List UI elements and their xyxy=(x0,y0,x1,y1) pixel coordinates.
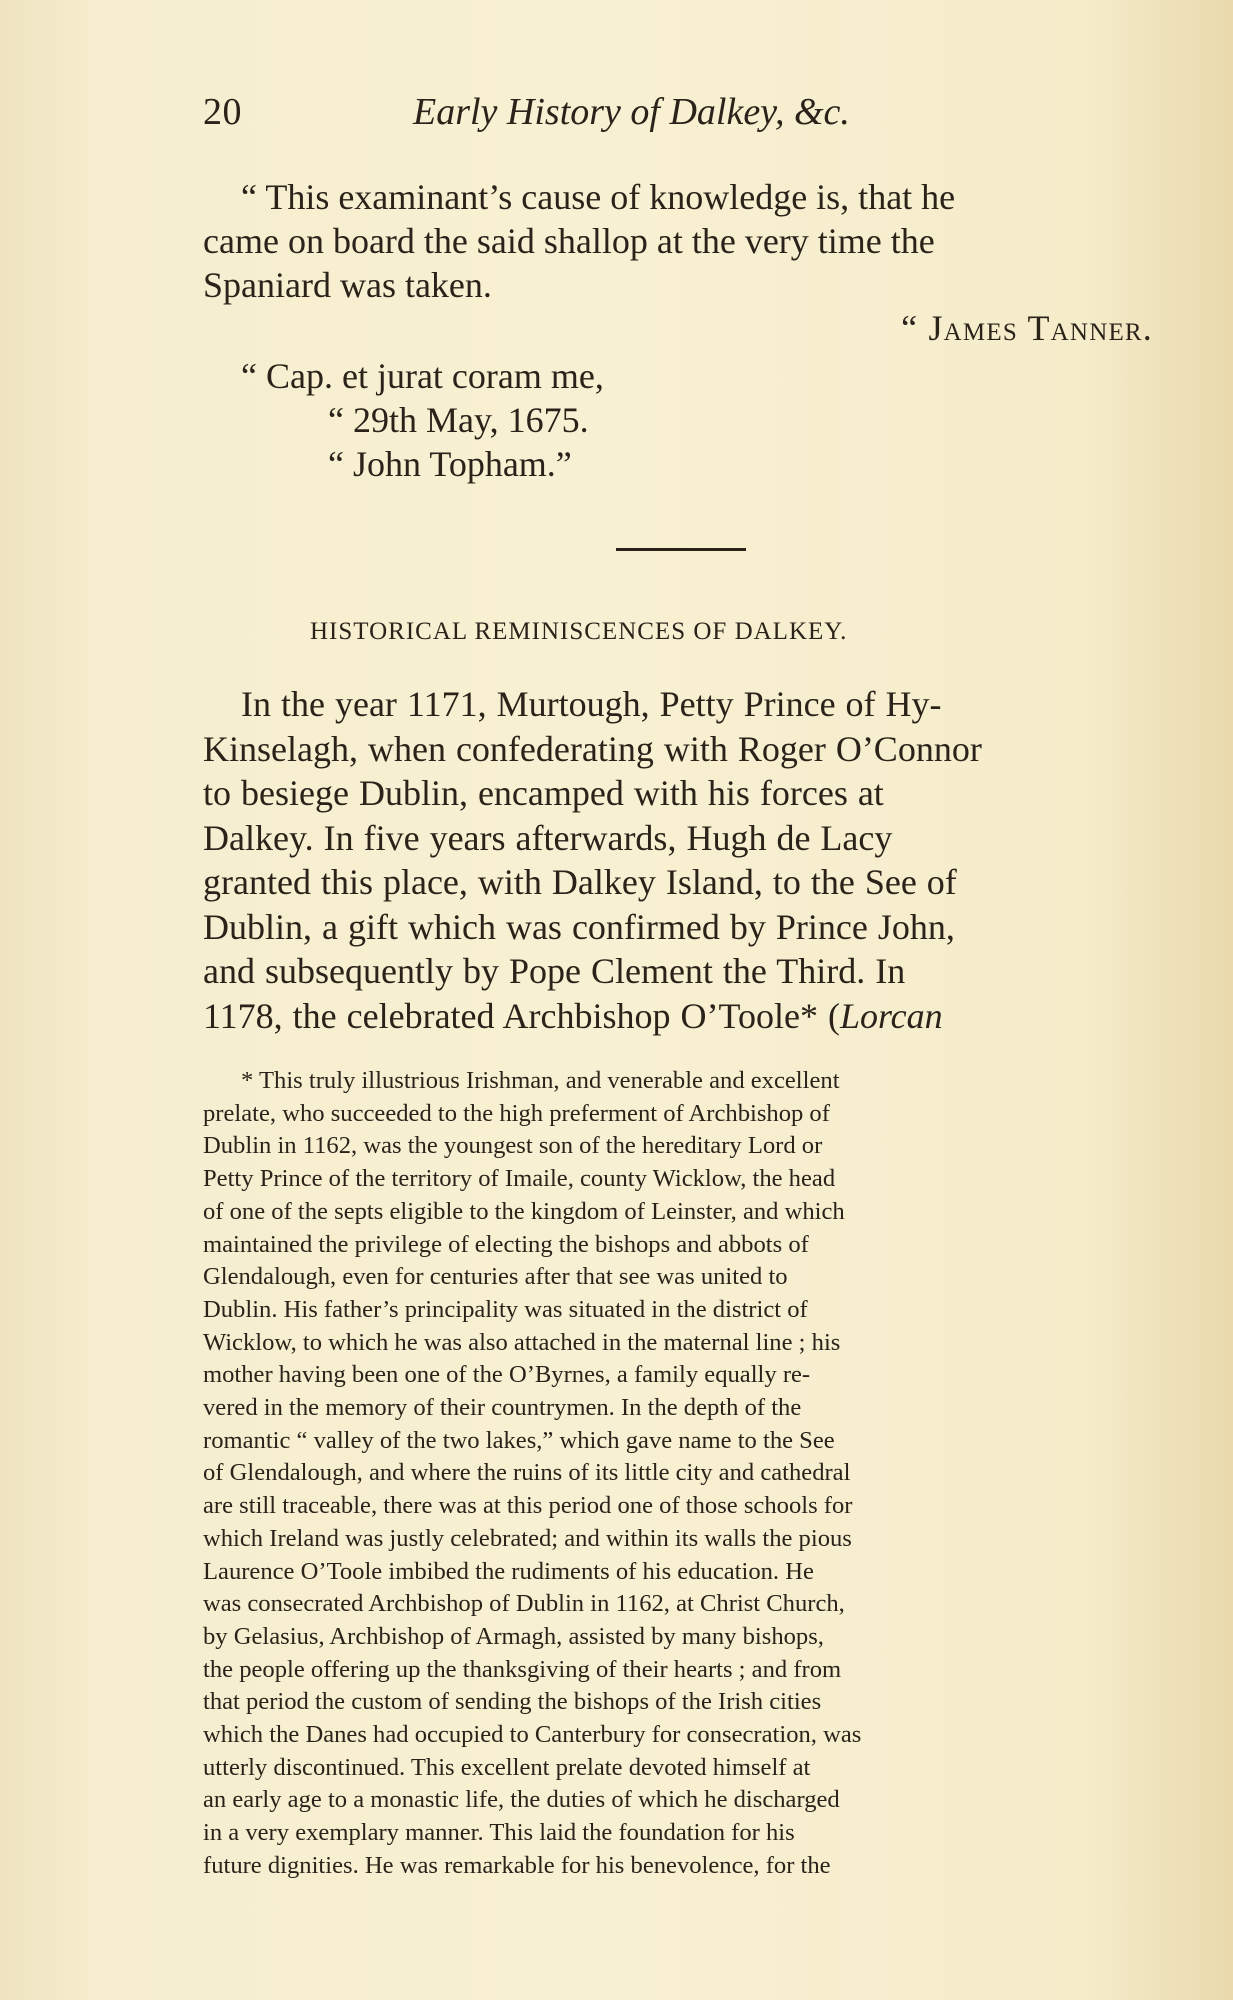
footnote-line: in a very exemplary manner. This laid the foundation for his xyxy=(203,1819,795,1847)
footnote-line: vered in the memory of their countrymen. In the depth of the xyxy=(203,1394,802,1422)
body-line-last xyxy=(203,994,1165,1039)
footnote xyxy=(203,1065,1165,1883)
page-number: 20 xyxy=(203,91,242,133)
deposition-signature: “ James Tanner. xyxy=(901,308,1153,348)
footnote-line: mother having been one of the O’Byrnes, a family equally re- xyxy=(203,1361,811,1389)
deposition-line: Spaniard was taken. xyxy=(203,265,492,305)
body-line: and subsequently by Pope Clement the Third. In xyxy=(203,951,906,991)
footnote-line: Laurence O’Toole imbibed the rudiments of his education. He xyxy=(203,1557,814,1585)
attestation-block xyxy=(203,354,1165,486)
body-paragraph xyxy=(203,682,1165,1038)
body-line: to besiege Dublin, encamped with his forces at xyxy=(203,773,884,813)
footnote-line: utterly discontinued. This excellent prelate devoted himself at xyxy=(203,1753,811,1781)
footnote-line: Petty Prince of the territory of Imaile, county Wicklow, the head xyxy=(203,1165,836,1193)
footnote-line: the people offering up the thanksgiving of their hearts ; and from xyxy=(203,1655,842,1683)
page-header xyxy=(203,90,963,140)
footnote-line: was consecrated Archbishop of Dublin in 1162, at Christ Church, xyxy=(203,1590,845,1618)
body-line: granted this place, with Dalkey Island, to the See of xyxy=(203,862,957,902)
footnote-line: of Glendalough, and where the ruins of its little city and cathedral xyxy=(203,1459,851,1487)
footnote-line: which the Danes had occupied to Canterbury for consecration, was xyxy=(203,1721,862,1749)
footnote-line: are still traceable, there was at this period one of those schools for xyxy=(203,1492,853,1520)
deposition-line: “ This examinant’s cause of knowledge is, that he xyxy=(241,177,956,217)
attestation-line: “ John Topham.” xyxy=(328,444,572,484)
section-divider xyxy=(616,548,746,551)
footnote-line: Dublin in 1162, was the youngest son of the hereditary Lord or xyxy=(203,1132,823,1160)
footnote-line: by Gelasius, Archbishop of Armagh, assisted by many bishops, xyxy=(203,1622,824,1650)
footnote-line: future dignities. He was remarkable for his benevolence, for the xyxy=(203,1851,831,1879)
body-line: Dalkey. In five years afterwards, Hugh de Lacy xyxy=(203,817,893,858)
footnote-line: of one of the septs eligible to the kingdom of Leinster, and which xyxy=(203,1197,845,1225)
footnote-line: which Ireland was justly celebrated; and within its walls the pious xyxy=(203,1524,852,1552)
footnote-line: Wicklow, to which he was also attached in the maternal line ; his xyxy=(203,1328,841,1356)
deposition-line: came on board the said shallop at the very time the xyxy=(203,221,935,261)
deposition-text xyxy=(203,175,1165,307)
body-line: Dublin, a gift which was confirmed by Prince John, xyxy=(203,906,955,947)
footnote-line: prelate, who succeeded to the high preferment of Archbishop of xyxy=(203,1099,830,1127)
body-line-text: 1178, the celebrated Archbishop O’Toole* ( xyxy=(203,995,840,1036)
footnote-line: an early age to a monastic life, the duties of which he discharged xyxy=(203,1786,840,1814)
footnote-line: romantic “ valley of the two lakes,” which gave name to the See xyxy=(203,1426,835,1454)
attestation-line: “ Cap. et jurat coram me, xyxy=(241,356,604,396)
footnote-line: maintained the privilege of electing the bishops and abbots of xyxy=(203,1230,809,1258)
body-line: In the year 1171, Murtough, Petty Prince of Hy- xyxy=(241,684,942,724)
footnote-line: Dublin. His father’s principality was situated in the district of xyxy=(203,1295,808,1323)
body-line: Kinselagh, when confederating with Roger O’Connor xyxy=(203,728,982,769)
footnote-line: Glendalough, even for centuries after that see was united to xyxy=(203,1263,788,1291)
italic-name: Lorcan xyxy=(839,995,943,1036)
footnote-line: that period the custom of sending the bishops of the Irish cities xyxy=(203,1688,822,1716)
running-head: Early History of Dalkey, &c. xyxy=(413,91,850,133)
footnote-line: * This truly illustrious Irishman, and venerable and excellent xyxy=(241,1067,840,1094)
attestation-line: “ 29th May, 1675. xyxy=(328,400,589,440)
section-heading: HISTORICAL REMINISCENCES OF DALKEY. xyxy=(310,618,848,645)
